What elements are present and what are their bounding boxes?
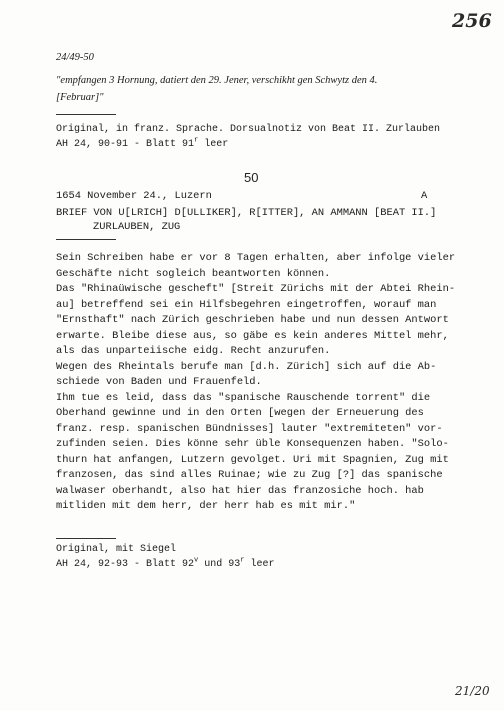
- body-line: Wegen des Rheintals berufe man [d.h. Zürich] sich auf die Ab-: [56, 360, 437, 373]
- body-line: Sein Schreiben habe er vor 8 Tagen erhalten, aber infolge vieler: [56, 252, 456, 264]
- archive-reference: 24/49-50: [56, 52, 94, 63]
- body-line: Oberhand gewinne und in den Orten [wegen der Erneuerung des: [56, 407, 424, 419]
- source-ref-b: und 93: [198, 559, 241, 570]
- previous-source-sup: r: [194, 136, 199, 145]
- body-line: franzosen, das sind alles Ruinae; wie zu Zug [?] das spanische: [56, 469, 443, 481]
- source-sup-verso: v: [194, 556, 199, 565]
- page-number-handwritten: 256: [452, 10, 492, 32]
- dateline-letter: A: [421, 190, 428, 202]
- body-line: walwaser oberhandt, also hat hier das franzosiche hoch. hab: [56, 484, 424, 497]
- document-number: 50: [244, 170, 259, 185]
- source-line1: Original, mit Siegel: [56, 544, 177, 555]
- separator-rule-title: [56, 239, 116, 240]
- body-line: erwarte. Bleibe diese aus, so gäbe es kein anderes Mittel mehr,: [56, 329, 449, 342]
- previous-source-line2: [56, 136, 229, 150]
- receipt-note-line1: "empfangen 3 Hornung, datiert den 29. Jener, verschikht gen Schwytz den 4.: [56, 75, 378, 86]
- body-line: als das unparteiische eidg. Recht anzurufen.: [56, 345, 331, 357]
- source-ref-c: leer: [244, 559, 275, 570]
- body-line: Geschäfte nicht sogleich beantworten können.: [56, 267, 331, 280]
- body-line: zufinden seien. Dies könne sehr üble Konsequenzen haben. "Solo-: [56, 438, 449, 450]
- previous-source-line1: Original, in franz. Sprache. Dorsualnotiz von Beat II. Zurlauben: [56, 124, 441, 135]
- body-line: schiede von Baden und Frauenfeld.: [56, 376, 262, 388]
- source-sup-recto: r: [240, 556, 245, 565]
- bottom-handwritten-mark: 21/20: [455, 684, 490, 698]
- source-line2: [56, 556, 275, 570]
- body-line: au] betreffend sei ein Hilfsbegehren eingetroffen, worauf man: [56, 298, 437, 311]
- body-line: Ihm tue es leid, dass das "spanische Rauschende torrent" die: [56, 391, 431, 404]
- previous-source-ref: AH 24, 90-91 - Blatt 91: [56, 139, 195, 150]
- body-line: franz. resp. spanischen Bündnisses] lauter "extremiteten" vor-: [56, 422, 443, 435]
- body-line: mitliden mit dem herr, der herr hab es mit mir.": [56, 500, 356, 512]
- dateline-date-place: 1654 November 24., Luzern: [56, 190, 212, 202]
- receipt-note-line2: [Februar]": [56, 92, 104, 103]
- source-ref-a: AH 24, 92-93 - Blatt 92: [56, 559, 195, 570]
- separator-rule-source: [56, 538, 116, 539]
- letter-title-line1: BRIEF VON U[LRICH] D[ULLIKER], R[ITTER], AN AMMANN [BEAT II.]: [56, 207, 437, 219]
- separator-rule-top: [56, 114, 116, 115]
- previous-source-tail: leer: [198, 139, 229, 150]
- body-line: thurn hat anfangen, Lutzern gevolget. Uri mit Spagnien, Zug mit: [56, 453, 449, 466]
- body-line: "Ernsthaft" nach Zürich geschrieben habe und nun dessen Antwort: [56, 314, 449, 326]
- letter-summary: [56, 251, 455, 515]
- letter-title-line2: ZURLAUBEN, ZUG: [93, 221, 181, 233]
- body-line: Das "Rhinaüwische gescheft" [Streit Zürichs mit der Abtei Rhein-: [56, 283, 456, 295]
